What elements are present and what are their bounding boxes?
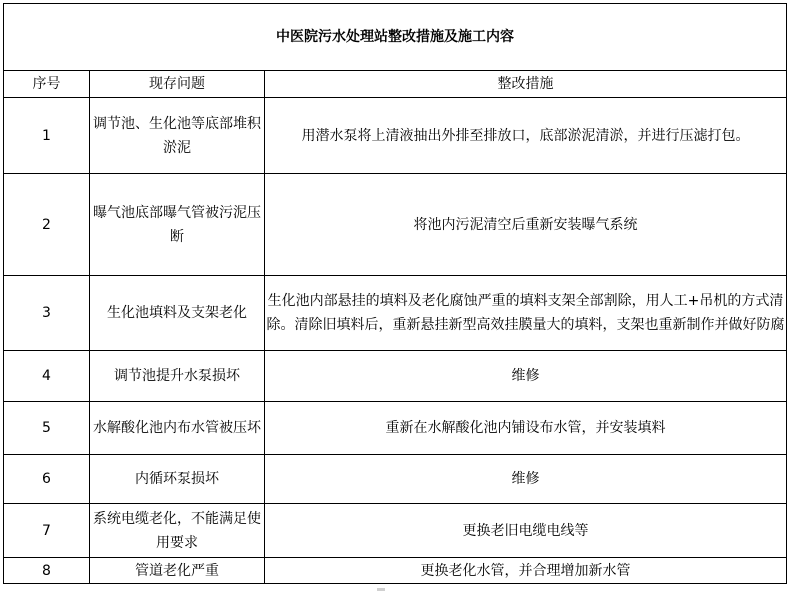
header-row (4, 71, 787, 98)
row-issue: 水解酸化池内布水管被压坏 (90, 402, 265, 455)
row-issue: 管道老化严重 (90, 558, 265, 584)
row-fix: 用潜水泵将上清液抽出外排至排放口，底部淤泥清淤，并进行压滤打包。 (265, 98, 787, 174)
row-number: 1 (4, 98, 90, 174)
header-no: 序号 (4, 71, 90, 98)
table-row (4, 455, 787, 504)
scroll-marker (377, 588, 385, 591)
row-number: 4 (4, 351, 90, 402)
row-fix: 更换老化水管，并合理增加新水管 (265, 558, 787, 584)
table-title: 中医院污水处理站整改措施及施工内容 (4, 4, 787, 71)
table-row (4, 174, 787, 276)
row-fix: 将池内污泥清空后重新安装曝气系统 (265, 174, 787, 276)
row-number: 3 (4, 276, 90, 351)
row-issue: 调节池提升水泵损坏 (90, 351, 265, 402)
row-issue: 系统电缆老化，不能满足使用要求 (90, 504, 265, 558)
row-fix: 重新在水解酸化池内铺设布水管，并安装填料 (265, 402, 787, 455)
table-row (4, 98, 787, 174)
table-row (4, 558, 787, 584)
table-row (4, 351, 787, 402)
table-row (4, 504, 787, 558)
table-row (4, 276, 787, 351)
row-number: 7 (4, 504, 90, 558)
row-number: 6 (4, 455, 90, 504)
row-number: 5 (4, 402, 90, 455)
row-issue: 调节池、生化池等底部堆积淤泥 (90, 98, 265, 174)
header-fix: 整改措施 (265, 71, 787, 98)
row-fix: 维修 (265, 351, 787, 402)
rectification-table (3, 3, 787, 584)
row-issue: 生化池填料及支架老化 (90, 276, 265, 351)
row-fix: 生化池内部悬挂的填料及老化腐蚀严重的填料支架全部割除，用人工+吊机的方式清除。清除旧填料后，重新悬挂新型高效挂膜量大的填料，支架也重新制作并做好防腐 (265, 276, 787, 351)
row-fix: 更换老旧电缆电线等 (265, 504, 787, 558)
header-issue: 现存问题 (90, 71, 265, 98)
row-number: 2 (4, 174, 90, 276)
row-number: 8 (4, 558, 90, 584)
row-fix: 维修 (265, 455, 787, 504)
table-row (4, 402, 787, 455)
row-issue: 内循环泵损坏 (90, 455, 265, 504)
row-issue: 曝气池底部曝气管被污泥压断 (90, 174, 265, 276)
